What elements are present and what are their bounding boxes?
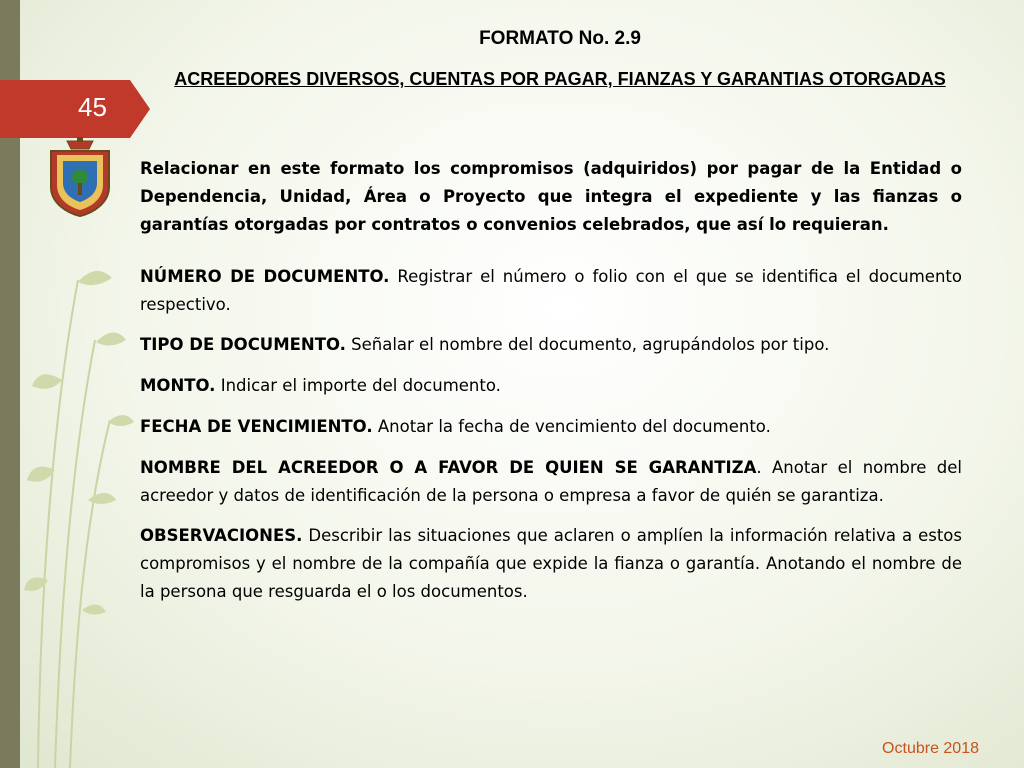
slide-title: FORMATO No. 2.9 bbox=[479, 28, 641, 49]
item-term: NÚMERO DE DOCUMENTO. bbox=[140, 267, 390, 286]
slide-body bbox=[140, 155, 962, 618]
slide-subtitle: ACREEDORES DIVERSOS, CUENTAS POR PAGAR, FIANZAS Y GARANTIAS OTORGADAS bbox=[174, 69, 946, 89]
university-crest-logo bbox=[47, 137, 113, 217]
item-description: Anotar la fecha de vencimiento del documento. bbox=[372, 417, 771, 436]
item-monto bbox=[140, 372, 962, 400]
item-term: FECHA DE VENCIMIENTO. bbox=[140, 417, 373, 436]
slide-number: 45 bbox=[78, 92, 107, 122]
item-term: TIPO DE DOCUMENTO. bbox=[140, 335, 346, 354]
item-numero-documento bbox=[140, 263, 962, 319]
item-term: OBSERVACIONES. bbox=[140, 526, 303, 545]
item-tipo-documento bbox=[140, 331, 962, 359]
item-nombre-acreedor bbox=[140, 454, 962, 510]
intro-paragraph: Relacionar en este formato los compromisos (adquiridos) por pagar de la Entidad o Dependencia, Unidad, Área o Proyecto que integra el expediente y las fianzas o garantías otorgadas por contratos o convenios celebrados, que así lo requieran. bbox=[140, 159, 962, 234]
item-description: . Anotar el nombre del acreedor y datos de identificación de la persona o empresa a favor de quién se garantiza. bbox=[140, 458, 962, 505]
item-description: Registrar el número o folio con el que se identifica el documento respectivo. bbox=[140, 267, 962, 314]
slide-number-tab bbox=[0, 80, 150, 138]
slide-number-arrow bbox=[0, 80, 150, 138]
item-description: Señalar el nombre del documento, agrupándolos por tipo. bbox=[345, 335, 830, 354]
footer-date: Octubre 2018 bbox=[882, 740, 979, 757]
item-observaciones bbox=[140, 522, 962, 606]
item-description: Indicar el importe del documento. bbox=[215, 376, 501, 395]
item-fecha-vencimiento bbox=[140, 413, 962, 441]
item-term: NOMBRE DEL ACREEDOR O A FAVOR DE QUIEN SE GARANTIZA bbox=[140, 458, 757, 477]
item-description: Describir las situaciones que aclaren o amplíen la información relativa a estos compromisos y el nombre de la compañía que expide la fianza o garantía. Anotando el nombre de la persona que resguarda el o los documentos. bbox=[140, 526, 962, 601]
item-term: MONTO. bbox=[140, 376, 216, 395]
